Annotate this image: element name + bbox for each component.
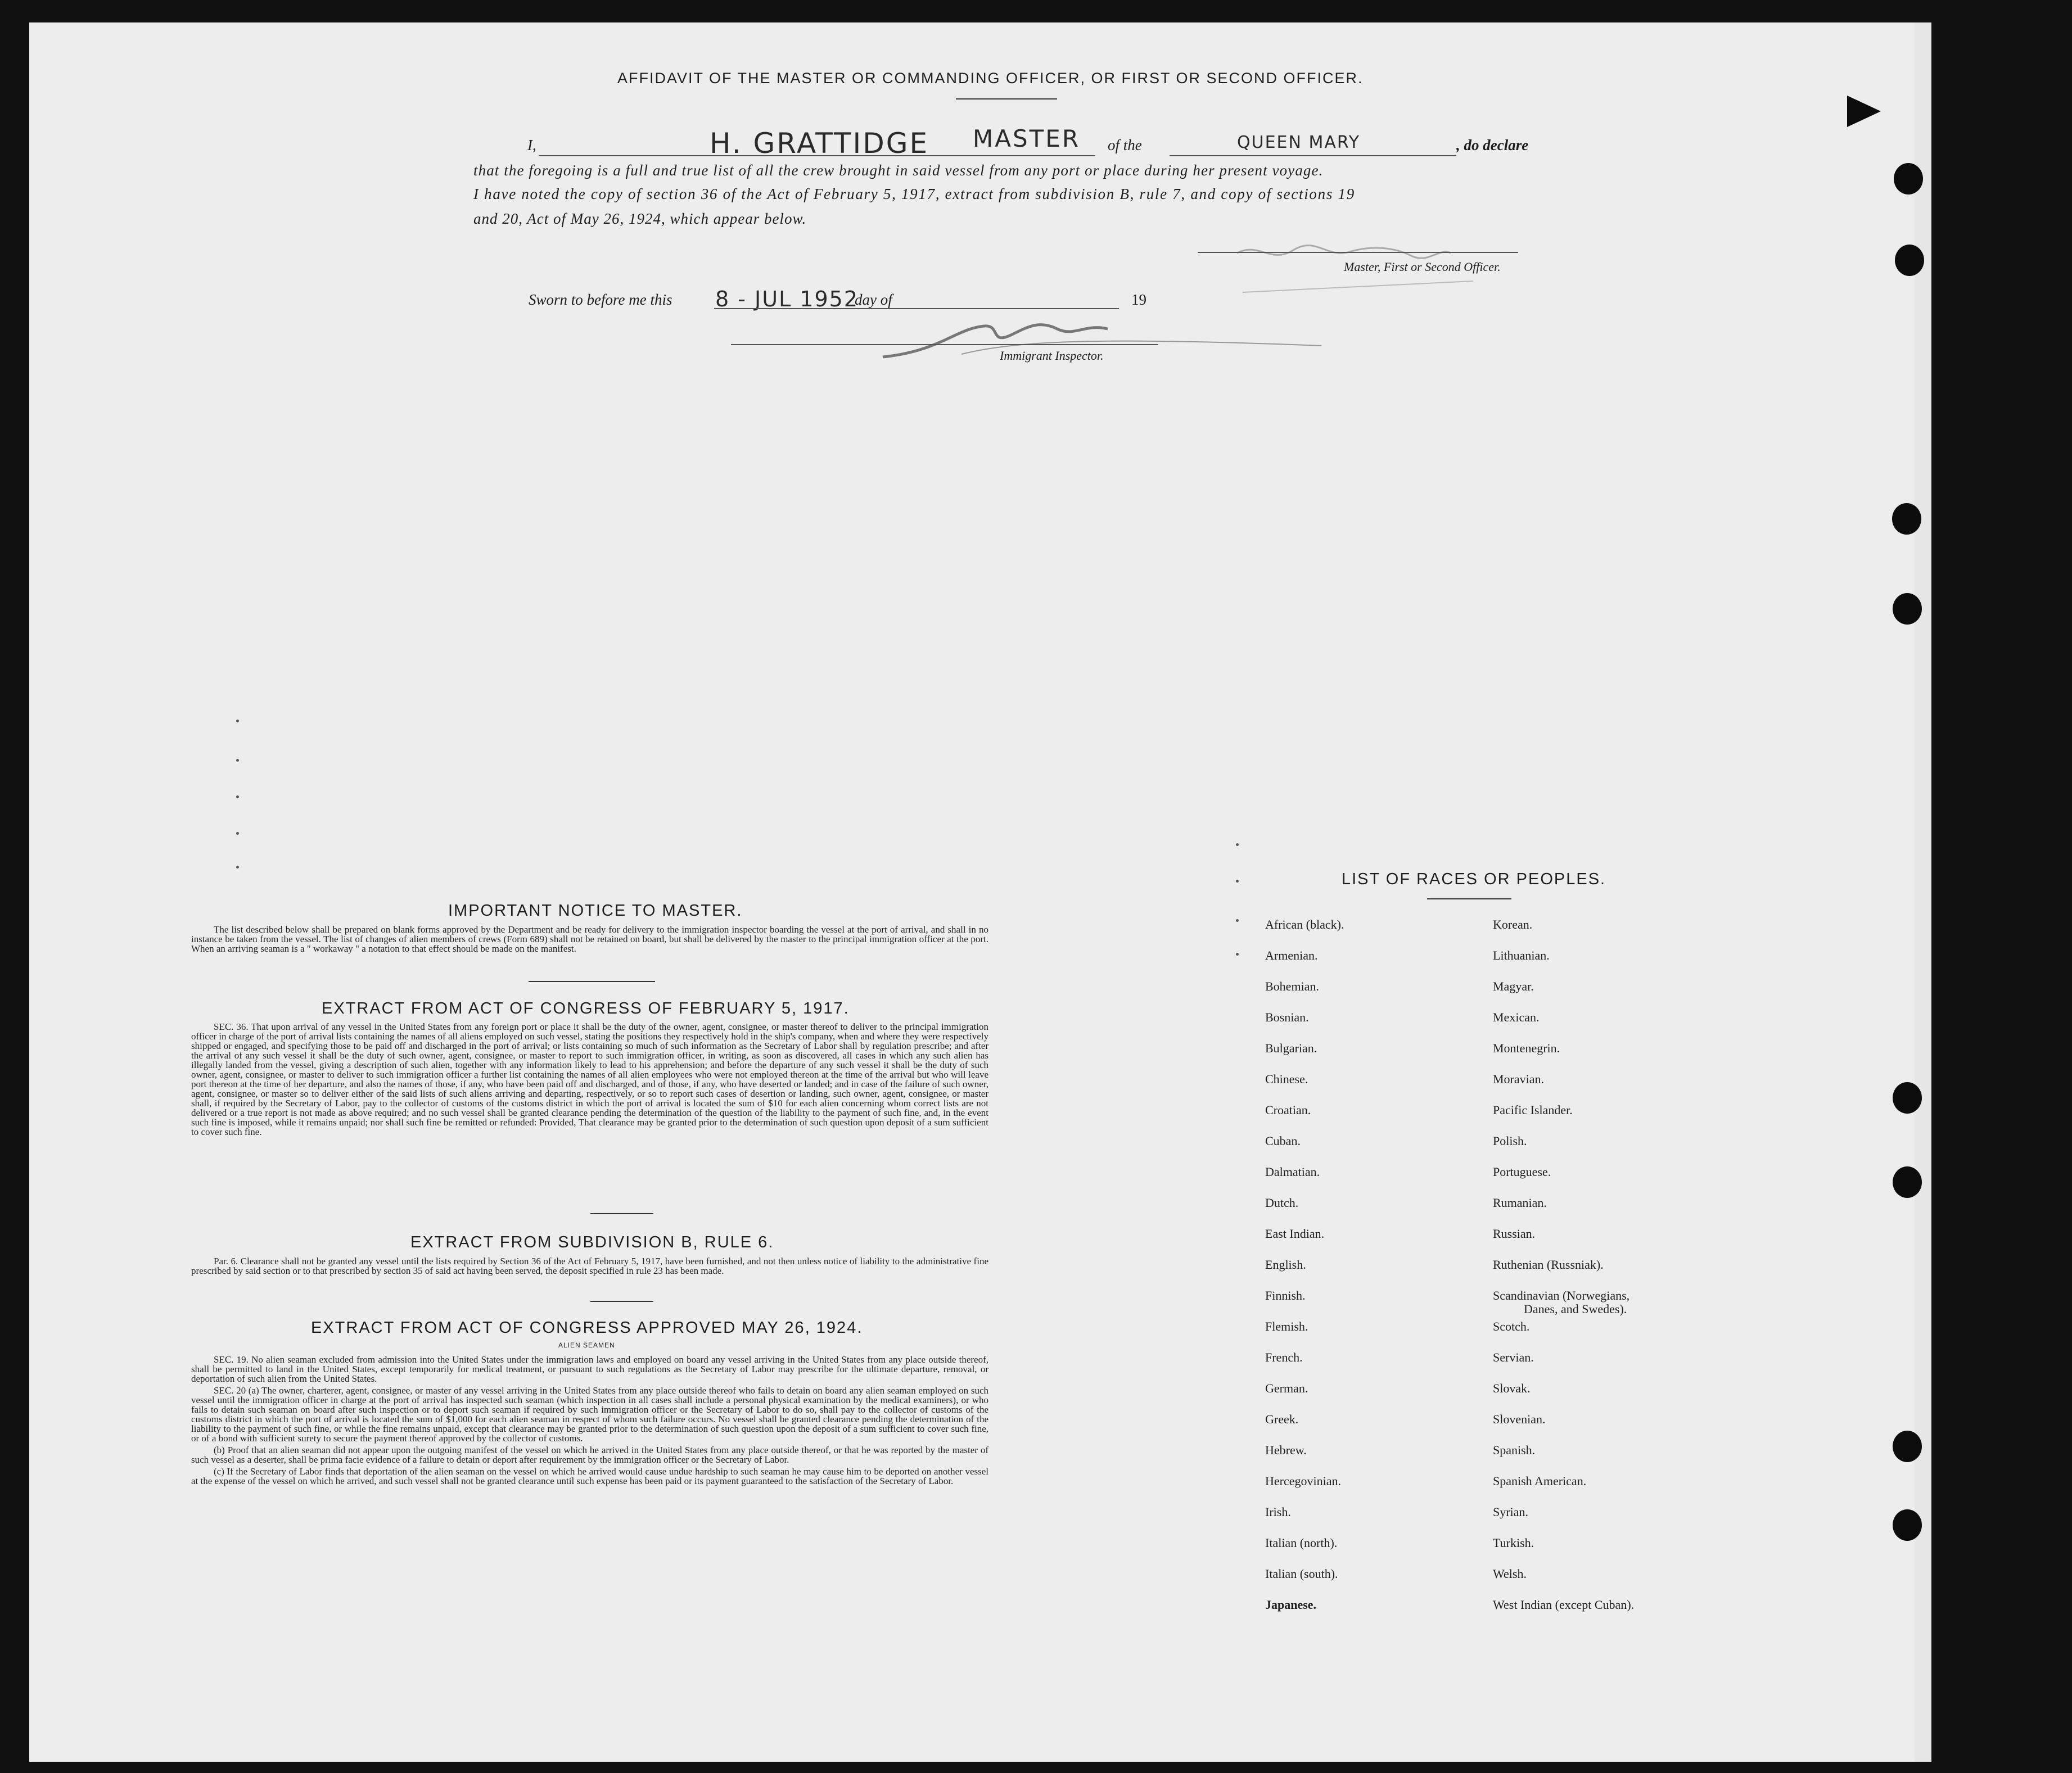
race-item: Spanish American. [1493,1474,1587,1488]
margin-dot [1236,843,1239,846]
race-item: Hercegovinian. [1265,1474,1341,1488]
race-item: French. [1265,1350,1303,1364]
race-item: Servian. [1493,1350,1534,1364]
day-underline [714,308,1119,309]
race-item: East Indian. [1265,1227,1325,1241]
race-item: Japanese. [1265,1598,1317,1612]
race-item: Polish. [1493,1134,1527,1148]
race-item: Slovenian. [1493,1412,1546,1426]
race-item: Greek. [1265,1412,1299,1426]
race-item: African (black). [1265,917,1344,931]
section-20b-paragraph: (b) Proof that an alien seaman did not appear upon the outgoing manifest of the vessel on which he arrived in the United States from any place outside thereof, or that he was reported by the master of such vessel as a deserter, shall be prima facie evidence of a failure to detain or deport after requirement by the immigration officer or the Secretary of Labor. [191,1445,988,1465]
margin-dot [236,795,239,798]
margin-dot [236,866,239,869]
margin-dot [1236,919,1239,922]
divider [529,981,655,982]
extract-1917-text [191,1022,988,1139]
race-item: Syrian. [1493,1505,1528,1519]
race-item: Turkish. [1493,1536,1534,1550]
notice-paragraph: The list described below shall be prepared on blank forms approved by the Department and be ready for delivery to the immigration inspector boarding the vessel at the port of arrival, and shall in no instance be taken from the vessel. The list of changes of alien members of crews (Form 689) shall not be retained on board, but shall be delivered by the master to the principal immigration officer at the port. When an arriving seaman is a " workaway " a notation to that effect should be made on the manifest. [191,924,988,954]
race-item: Cuban. [1265,1134,1301,1148]
margin-dot [236,832,239,835]
binder-hole [1895,245,1924,276]
master-rank: MASTER [973,125,1081,152]
section-19-paragraph: SEC. 19. No alien seaman excluded from admission into the United States under the immigration laws and employed on board any vessel arriving in the United States from any place outside thereof, shall be permitted to land in the United States, except temporarily for medical treatment, or pursuant to such regulations as the Secretary of Labor may prescribe for the ultimate departure, removal, or deportation of such alien from the United States. [191,1354,988,1384]
race-item: Slovak. [1493,1381,1531,1395]
binder-hole [1893,593,1922,625]
race-item: Scandinavian (Norwegians, [1493,1288,1630,1302]
race-item: Dalmatian. [1265,1165,1320,1179]
race-item: Spanish. [1493,1443,1536,1457]
race-item: Pacific Islander. [1493,1103,1573,1117]
section-20c-paragraph: (c) If the Secretary of Labor finds that deportation of the alien seaman on the vessel on which he arrived would cause undue hardship to such seaman he may cause him to be deported on another vessel at the expense of the vessel on which he arrived, and such vessel shall not be granted clearance until such expense has been paid or its payment guaranteed to the satisfaction of the Secretary of Labor. [191,1466,988,1486]
affidavit-title: AFFIDAVIT OF THE MASTER OR COMMANDING OFFICER, OR FIRST OR SECOND OFFICER. [617,70,1364,87]
race-item: West Indian (except Cuban). [1493,1598,1635,1612]
margin-dot [1236,953,1239,956]
sworn-label: Sworn to before me this [529,291,672,308]
race-item: Bohemian. [1265,979,1319,993]
document-page [29,22,1915,1762]
date-stamp: 8 - JUL 1952 [715,287,859,311]
race-item: Irish. [1265,1505,1291,1519]
affidavit-line-2: that the foregoing is a full and true list of all the crew brought in said vessel from any port or place during her present voyage. [473,162,1324,179]
margin-dot [236,720,239,722]
page-edge [1915,22,1931,1762]
race-item-continued: Danes, and Swedes). [1524,1302,1627,1316]
affidavit-line-4: and 20, Act of May 26, 1924, which appear below. [473,210,807,227]
race-item: Scotch. [1493,1319,1530,1333]
race-item: Hebrew. [1265,1443,1307,1457]
section-20a-paragraph: SEC. 20 (a) The owner, charterer, agent, consignee, or master of any vessel arriving in the United States from any place outside thereof who fails to detain on board any alien seaman employed on such vessel until the immigration officer in charge at the port of arrival has inspected such seaman (which inspection in all cases shall include a personal physical examination by the medical examiners), or who fails to detain such seaman on board after such inspection or to deport such seaman if required by such immigration officer or the Secretary of Labor to do so, shall pay to the collector of customs of the customs district in which the port of arrival is located the sum of $1,000 for each alien seaman in respect of whom such failure occurs. No vessel shall be granted clearance pending the determination of the liability to the payment of such fine, or while the fine remains unpaid, except that clearance may be granted prior to the determination of such question upon the deposit of a sum sufficient to cover such fine, or of a bond with sufficient surety to secure the payment thereof approved by the collector of customs. [191,1385,988,1444]
inspector-signature [872,312,1338,363]
race-item: Lithuanian. [1493,948,1550,962]
divider [590,1301,653,1302]
race-item: Russian. [1493,1227,1536,1241]
name-underline [539,155,1095,156]
race-item: Finnish. [1265,1288,1306,1302]
binder-hole [1893,1509,1922,1541]
rule-6-title: EXTRACT FROM SUBDIVISION B, RULE 6. [410,1233,774,1251]
of-the-label: of the [1108,137,1142,153]
do-declare-label: , do declare [1456,137,1529,153]
race-item: Dutch. [1265,1196,1299,1210]
section-36-paragraph: SEC. 36. That upon arrival of any vessel in the United States from any foreign port or place it shall be the duty of the owner, agent, consignee, or master thereof to deliver to the principal immigration officer in charge of the port of arrival lists containing the names of all aliens employed on such vessel, stating the positions they respectively hold in the ship's company, when and where they were respectively shipped or engaged, and specifying those to be paid off and discharged in the port of arrival; or lists containing so much of such information as the Secretary of Labor shall by regulation prescribe; and after the arrival of any such vessel it shall be the duty of such owner, agent, consignee, or master to report to such immigration officer, in writing, as soon as discovered, all cases in which any such alien has illegally landed from the vessel, giving a description of such alien, together with any information likely to lead to his apprehension; and before the departure of any such vessel it shall be the duty of such owner, agent, consignee, or master to deliver to such immigration officer a further list containing the names of all alien employees who were not employed thereon at the time of the arrival but who will leave port thereon at the time of her departure, and also the names of those, if any, who have been paid off and discharged, and of those, if any, who have deserted or landed; and in case of the failure of such owner, agent, consignee, or master so to deliver either of the said lists of such aliens arriving and departing, respectively, or so to report such cases of desertion or landing, such owner, agent, consignee, or master shall, if required by the Secretary of Labor, pay to the collector of customs of the customs district in which the port of arrival is located the sum of $10 for each alien concerning whom correct lists are not delivered or a true report is not made as above required; and no such vessel shall be granted clearance pending the determination of the question of the liability to the payment of such fine, and, in the event such fine is imposed, while it remains unpaid; nor shall such fine be remitted or refunded: Provided, That clearance may be granted prior to the determination of such question upon deposit of a sum sufficient to cover such fine. [191,1021,988,1137]
affidavit-i: I, [527,137,536,153]
race-item: Bulgarian. [1265,1041,1317,1055]
binder-hole [1893,1166,1922,1198]
year-prefix: 19 [1131,291,1146,308]
affidavit-line-3: I have noted the copy of section 36 of the Act of February 5, 1917, extract from subdivision B, rule 7, and copy of sections 19 [473,186,1355,202]
race-item: Korean. [1493,917,1533,931]
rule-6-paragraph: Par. 6. Clearance shall not be granted any vessel until the lists required by Section 36 of the Act of February 5, 1917, have been furnished, and not then unless notice of liability to the administrative fine prescribed by said section or to that prescribed by section 35 of said act having been served, the deposit specified in rule 23 has been made. [191,1256,988,1276]
binder-hole [1894,163,1923,195]
race-item: Flemish. [1265,1319,1308,1333]
race-item: Rumanian. [1493,1196,1547,1210]
race-item: Moravian. [1493,1072,1545,1086]
binder-hole [1893,1082,1922,1114]
day-of-label: day of [855,291,892,308]
vessel-name: QUEEN MARY [1237,133,1361,152]
race-item: Mexican. [1493,1010,1540,1024]
binder-hole [1893,1431,1922,1462]
alien-seamen-subtitle: ALIEN SEAMEN [558,1341,615,1349]
extract-1924-text [191,1355,988,1488]
inspector-line [731,344,1158,345]
race-item: English. [1265,1258,1306,1272]
races-title: LIST OF RACES OR PEOPLES. [1342,870,1606,888]
vessel-underline [1170,155,1456,156]
race-item: Portuguese. [1493,1165,1551,1179]
race-item: Armenian. [1265,948,1318,962]
rule-6-text [191,1256,988,1278]
race-item: Croatian. [1265,1103,1311,1117]
divider [956,98,1057,99]
race-item: German. [1265,1381,1308,1395]
extract-1917-title: EXTRACT FROM ACT OF CONGRESS OF FEBRUARY 5, 1917. [322,999,850,1017]
race-item: Italian (north). [1265,1536,1338,1550]
divider [590,1213,653,1214]
binder-notch [1847,96,1881,127]
notice-title: IMPORTANT NOTICE TO MASTER. [448,902,743,920]
race-item: Magyar. [1493,979,1534,993]
margin-dot [236,759,239,762]
race-item: Ruthenian (Russniak). [1493,1258,1604,1272]
notice-text [191,925,988,956]
race-item: Italian (south). [1265,1567,1338,1581]
extract-1924-title: EXTRACT FROM ACT OF CONGRESS APPROVED MAY 26, 1924. [311,1319,863,1337]
race-item: Chinese. [1265,1072,1308,1086]
race-item: Bosnian. [1265,1010,1309,1024]
inspector-caption: Immigrant Inspector. [1000,349,1104,363]
master-name: H. GRATTIDGE [710,127,929,160]
binder-hole [1892,503,1921,535]
signature-caption: Master, First or Second Officer. [1344,260,1501,274]
margin-dot [1236,880,1239,883]
divider [1427,898,1511,899]
race-item: Welsh. [1493,1567,1527,1581]
race-item: Montenegrin. [1493,1041,1560,1055]
signature-line [1198,252,1518,253]
